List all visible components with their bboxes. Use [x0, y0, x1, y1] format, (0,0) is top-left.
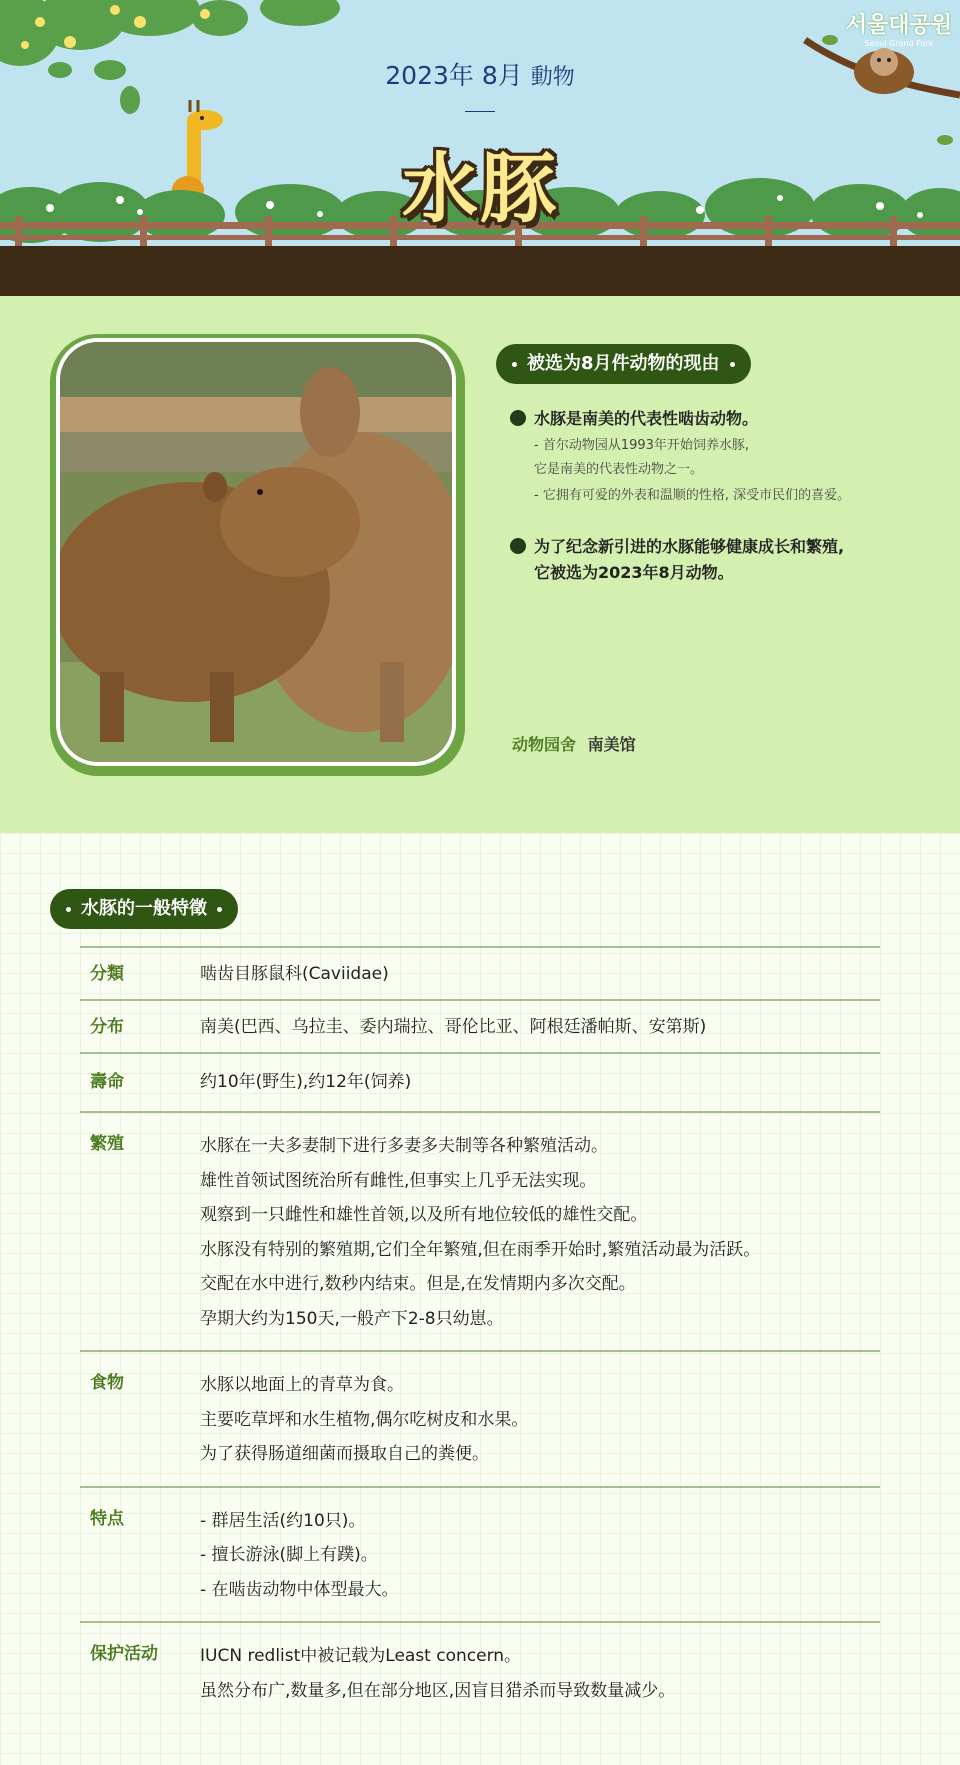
table-row: [80, 948, 880, 1001]
row-value: 南美(巴西、乌拉圭、委内瑞拉、哥伦比亚、阿根廷潘帕斯、安第斯): [200, 1017, 707, 1037]
reason-item: [510, 406, 940, 508]
dot-icon: [217, 907, 222, 912]
table-row: [80, 1623, 880, 1722]
value-line: 为了获得肠道细菌而摄取自己的粪便。: [200, 1444, 489, 1464]
value-line: 孕期大约为150天,一般产下2-8只幼崽。: [200, 1308, 504, 1329]
reason-main-text: [534, 534, 940, 586]
reason-sub-line: - 首尔动物园从1993年开始饲养水豚,: [534, 438, 750, 453]
reason-sub-line: - 它拥有可爱的外表和温顺的性格, 深受市民们的喜爱。: [534, 488, 851, 503]
table-row: [80, 1001, 880, 1054]
page-title: 水豚: [402, 144, 558, 233]
reason-item: [510, 534, 940, 586]
reason-heading-text: 被选为8月件动物的现由: [527, 353, 720, 374]
value-line: 水豚以地面上的青草为食。: [200, 1375, 404, 1395]
characteristics-heading-text: 水豚的一般特徵: [81, 898, 207, 919]
value-line: 水豚没有特别的繁殖期,它们全年繁殖,但在雨季开始时,繁殖活动最为活跃。: [200, 1239, 761, 1260]
table-row: [80, 1113, 880, 1352]
value-line: 交配在水中进行,数秒内结束。但是,在发情期内多次交配。: [200, 1274, 636, 1294]
enclosure-location: [512, 732, 636, 755]
value-line: - 在啮齿动物中体型最大。: [200, 1579, 399, 1600]
ground-strip: [0, 246, 960, 296]
logo-english: Seoul Grand Park: [864, 39, 934, 48]
value-line: 水豚在一夫多妻制下进行多妻多夫制等各种繁殖活动。: [200, 1136, 608, 1156]
bullet-icon: [510, 410, 526, 426]
row-key: 保护活动: [90, 1644, 158, 1664]
characteristics-heading: [50, 889, 238, 929]
header-date: [0, 56, 960, 92]
row-value: [200, 1368, 880, 1472]
reason-main-text: 水豚是南美的代表性啮齿动物。: [534, 409, 759, 428]
characteristics-section: [0, 833, 960, 1765]
header-date-text: 2023年 8月: [385, 61, 523, 90]
reason-list: [510, 406, 940, 612]
row-key: 分類: [90, 964, 124, 984]
page-header: [0, 0, 960, 296]
dot-icon: [512, 362, 517, 367]
row-value: [200, 1129, 880, 1336]
row-value: [200, 1639, 880, 1708]
table-row: [80, 1488, 880, 1624]
dot-icon: [730, 362, 735, 367]
reason-main-line: 为了纪念新引进的水豚能够健康成长和繁殖,: [534, 537, 845, 556]
dot-icon: [66, 907, 71, 912]
logo-korean: 서울대공원: [845, 13, 952, 38]
reason-sub-text: [534, 484, 940, 508]
capybara-image: [60, 342, 452, 762]
bullet-icon: [510, 538, 526, 554]
row-value: 啮齿目豚鼠科(Caviidae): [200, 964, 389, 984]
row-key: 分布: [90, 1017, 124, 1037]
characteristics-table: [80, 946, 880, 1722]
location-value: 南美馆: [587, 735, 636, 754]
row-key: 特点: [90, 1508, 124, 1529]
reason-main-line: 它被选为2023年8月动物。: [534, 563, 734, 582]
row-key: 壽命: [90, 1072, 124, 1092]
capybara-photo: [56, 338, 456, 766]
park-logo[interactable]: [846, 8, 952, 48]
row-key: 繁殖: [90, 1134, 124, 1154]
row-key: 食物: [90, 1373, 124, 1393]
table-row: [80, 1054, 880, 1113]
value-line: 观察到一只雌性和雄性首领,以及所有地位较低的雄性交配。: [200, 1205, 648, 1225]
reason-heading: [496, 344, 751, 384]
header-divider: [465, 111, 495, 112]
value-line: - 擅长游泳(脚上有蹼)。: [200, 1545, 378, 1565]
row-value: 约10年(野生),约12年(饲养): [200, 1072, 412, 1092]
value-line: 雄性首领试图统治所有雌性,但事实上几乎无法实现。: [200, 1170, 597, 1191]
animal-feature-section: [0, 296, 960, 833]
value-line: IUCN redlist中被记载为Least concern。: [200, 1646, 522, 1666]
value-line: 虽然分布广,数量多,但在部分地区,因盲目猎杀而导致数量减少。: [200, 1680, 676, 1701]
value-line: 主要吃草坪和水生植物,偶尔吃树皮和水果。: [200, 1409, 529, 1430]
table-row: [80, 1352, 880, 1488]
header-category: 動物: [530, 65, 575, 90]
row-value: [200, 1504, 880, 1608]
reason-sub-line: 它是南美的代表性动物之一。: [534, 462, 704, 477]
reason-sub-text: [534, 434, 940, 482]
location-label: 动物园舍: [512, 735, 577, 754]
value-line: - 群居生活(约10只)。: [200, 1510, 366, 1531]
